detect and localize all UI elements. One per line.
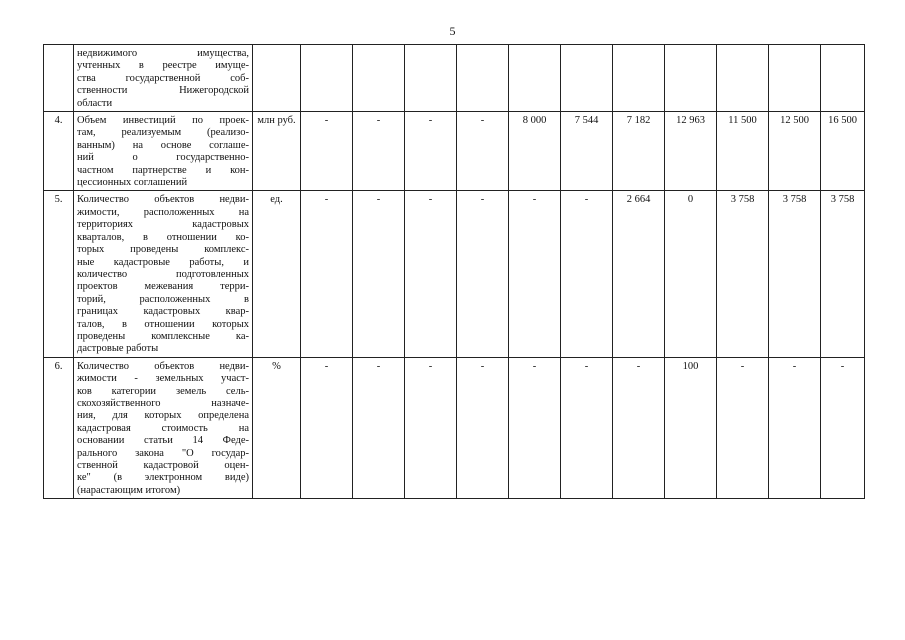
value-cell: -	[353, 357, 405, 498]
value-cell: -	[613, 357, 665, 498]
row-number: 5.	[44, 191, 74, 357]
unit-cell: %	[253, 357, 301, 498]
row-number: 4.	[44, 112, 74, 191]
indicator-name-line: основании статьи 14 Феде-	[77, 435, 249, 447]
indicator-name-line: ний о государственно-	[77, 152, 249, 164]
indicator-name-line: торых проведены комплекс-	[77, 244, 249, 256]
indicator-name-line: проведены комплексные ка-	[77, 330, 249, 342]
value-cell: -	[405, 191, 457, 357]
indicator-name-line: рального закона "О государ-	[77, 447, 249, 459]
indicator-name-line: ков категории земель сель-	[77, 385, 249, 397]
value-cell	[769, 45, 821, 112]
indicator-name-line: цессионных соглашений	[77, 177, 188, 189]
indicator-name-line: жимости - земельных участ-	[77, 373, 249, 385]
value-cell	[509, 45, 561, 112]
indicator-name-line: количество подготовленных	[77, 268, 249, 280]
indicators-table	[43, 44, 865, 499]
indicator-name-line: дастровые работы	[77, 343, 159, 355]
value-cell	[405, 45, 457, 112]
value-cell: 2 664	[613, 191, 665, 357]
value-cell: -	[457, 191, 509, 357]
value-cell: -	[509, 191, 561, 357]
indicator-name	[74, 45, 253, 112]
indicator-name-line: торий, расположенных в	[77, 293, 249, 305]
value-cell: 8 000	[509, 112, 561, 191]
indicator-name-line: территориях кадастровых	[77, 219, 249, 231]
value-cell: 12 500	[769, 112, 821, 191]
value-cell: 16 500	[821, 112, 865, 191]
indicator-name-line: ства государственной соб-	[77, 72, 249, 84]
indicator-name-line: талов, в отношении которых	[77, 318, 249, 330]
value-cell: 3 758	[717, 191, 769, 357]
indicator-name-line: ственной кадастровой оцен-	[77, 460, 249, 471]
value-cell	[353, 45, 405, 112]
table-row	[44, 191, 865, 357]
value-cell: 11 500	[717, 112, 769, 191]
value-cell: -	[457, 357, 509, 498]
indicator-name-line: кварталов, в отношении ко-	[77, 231, 249, 243]
indicator-name-line: там, реализуемым (реализо-	[77, 127, 249, 139]
value-cell: -	[561, 191, 613, 357]
unit-cell: млн руб.	[253, 112, 301, 191]
indicator-name-line: границах кадастровых квар-	[77, 306, 249, 318]
value-cell	[561, 45, 613, 112]
indicator-name-line: кадастровая стоимость на	[77, 422, 249, 434]
indicator-name-line: ственности Нижегородской	[77, 85, 249, 97]
indicator-name-line: частном партнерстве и кон-	[77, 164, 249, 176]
indicator-name-line: Объем инвестиций по проек-	[77, 115, 249, 127]
unit-cell: ед.	[253, 191, 301, 357]
value-cell: -	[301, 112, 353, 191]
value-cell: -	[301, 191, 353, 357]
indicator-name-line: (нарастающим итогом)	[77, 484, 181, 496]
indicator-name-line: ные кадастровые работы, и	[77, 256, 249, 268]
indicator-name-line: проектов межевания терри-	[77, 281, 249, 293]
indicator-name	[74, 112, 253, 191]
table-row	[44, 45, 865, 112]
value-cell: 7 182	[613, 112, 665, 191]
indicator-name	[74, 357, 253, 498]
value-cell: 3 758	[821, 191, 865, 357]
value-cell: -	[717, 357, 769, 498]
value-cell	[457, 45, 509, 112]
value-cell	[665, 45, 717, 112]
value-cell: -	[405, 112, 457, 191]
indicator-name-line: области	[77, 97, 113, 109]
indicator-name-line: ванным) на основе соглаше-	[77, 139, 249, 151]
indicator-name-line: недвижимого имущества,	[77, 48, 249, 59]
value-cell: -	[509, 357, 561, 498]
table-row	[44, 357, 865, 498]
value-cell	[821, 45, 865, 112]
value-cell	[717, 45, 769, 112]
value-cell	[301, 45, 353, 112]
value-cell: -	[301, 357, 353, 498]
table-row	[44, 112, 865, 191]
indicator-name-line: учтенных в реестре имуще-	[77, 60, 249, 72]
value-cell: -	[769, 357, 821, 498]
indicator-name	[74, 191, 253, 357]
value-cell: -	[353, 112, 405, 191]
indicator-name-line: скохозяйственного назначе-	[77, 397, 249, 409]
indicator-name-line: Количество объектов недви-	[77, 194, 249, 206]
value-cell: -	[353, 191, 405, 357]
value-cell: 100	[665, 357, 717, 498]
page-number: 5	[449, 24, 456, 38]
unit-cell	[253, 45, 301, 112]
indicator-name-line: ке" (в электронном виде)	[77, 472, 249, 484]
value-cell: 0	[665, 191, 717, 357]
value-cell: -	[457, 112, 509, 191]
value-cell: -	[821, 357, 865, 498]
indicator-name-line: ния, для которых определена	[77, 410, 249, 422]
indicator-name-line: Количество объектов недви-	[77, 360, 249, 372]
value-cell: 3 758	[769, 191, 821, 357]
value-cell: 7 544	[561, 112, 613, 191]
row-number	[44, 45, 74, 112]
indicator-name-line: жимости, расположенных на	[77, 206, 249, 218]
value-cell: -	[561, 357, 613, 498]
value-cell: 12 963	[665, 112, 717, 191]
value-cell: -	[405, 357, 457, 498]
value-cell	[613, 45, 665, 112]
row-number: 6.	[44, 357, 74, 498]
